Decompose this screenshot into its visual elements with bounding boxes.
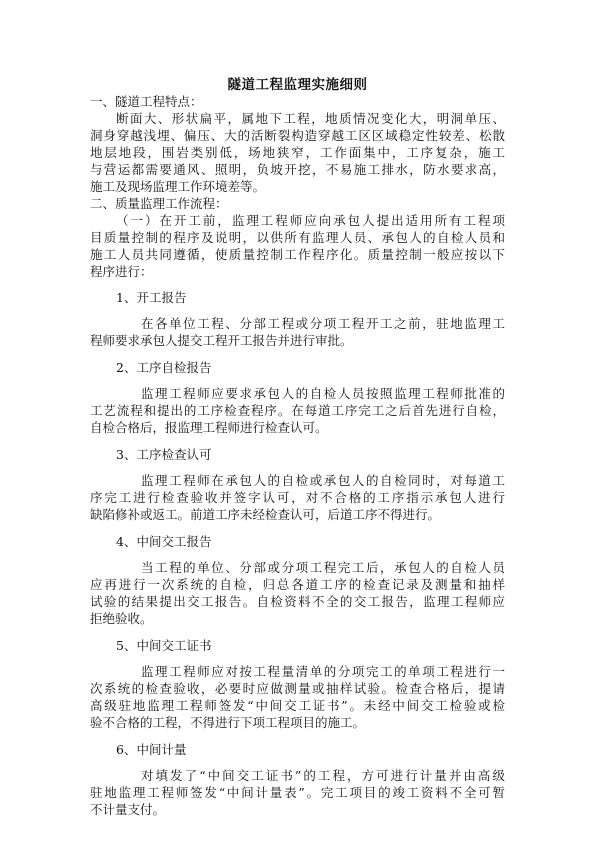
- paragraph-line: 目质量控制的程序及说明，以供所有监理人员、承包人的自检人员和: [90, 230, 505, 245]
- paragraph-line: 次系统的检查验收，必要时应做测量或抽样试验。检查合格后，提请: [90, 681, 505, 696]
- paragraph-line: 洞身穿越浅埋、偏压、大的活断裂构造穿越工区区域稳定性较差、松散: [90, 128, 505, 143]
- paragraph-line: 验不合格的工程，不得进行下项工程项目的施工。: [90, 715, 366, 730]
- item-heading-process-check: 3、工序检查认可: [116, 447, 212, 462]
- item-heading-interim-measurement: 6、中间计量: [116, 742, 187, 757]
- paragraph-line: 试验的结果提出交工报告。自检资料不全的交工报告，监理工程师应: [90, 594, 505, 609]
- paragraph-line: 自检合格后，报监理工程师进行检查认可。: [90, 420, 328, 435]
- paragraph-line: 当工程的单位、分部或分项工程完工后，承包人的自检人员: [141, 560, 505, 575]
- paragraph-line: 不计量支付。: [90, 802, 166, 817]
- paragraph-line: 在各单位工程、分部工程或分项工程开工之前，驻地监理工: [141, 316, 505, 331]
- item-heading-start-report: 1、开工报告: [116, 290, 187, 305]
- paragraph-line: 工艺流程和提出的工序检查程序。在每道工序完工之后首先进行自检，: [90, 403, 505, 418]
- item-heading-self-check: 2、工序自检报告: [116, 360, 212, 375]
- paragraph-line: 程序进行：: [90, 264, 153, 279]
- paragraph-line: 监理工程师在承包人的自检或承包人的自检同时，对每道工: [141, 473, 505, 488]
- paragraph-line: （一）在开工前，监理工程师应向承包人提出适用所有工程项: [116, 213, 505, 228]
- item-heading-interim-report: 4、中间交工报告: [116, 534, 212, 549]
- paragraph-line: 与营运都需要通风、照明，负坡开挖，不易施工排水，防水要求高，: [90, 162, 505, 177]
- section-heading-features: 一、隧道工程特点：: [90, 94, 203, 109]
- paragraph-line: 监理工程师应对按工程量清单的分项完工的单项工程进行一: [141, 664, 505, 679]
- paragraph-line: 断面大、形状扁平，属地下工程，地质情况变化大，明洞单压、: [116, 111, 505, 126]
- paragraph-line: 缺陷修补或返工。前道工序未经检查认可，后道工序不得进行。: [90, 507, 441, 522]
- paragraph-line: 监理工程师应要求承包人的自检人员按照监理工程师批准的: [141, 386, 505, 401]
- item-heading-interim-certificate: 5、中间交工证书: [116, 638, 212, 653]
- paragraph-line: 程师要求承包人提交工程开工报告并进行审批。: [90, 333, 353, 348]
- paragraph-line: 应再进行一次系统的自检，归总各道工序的检查记录及测量和抽样: [90, 577, 505, 592]
- paragraph-line: 高级驻地监理工程师签发“中间交工证书”。未经中间交工检验或检: [90, 698, 505, 713]
- paragraph-line: 序完工进行检查验收并签字认可，对不合格的工序指示承包人进行: [90, 490, 505, 505]
- paragraph-line: 施工人员共同遵循，使质量控制工作程序化。质量控制一般应按以下: [90, 247, 505, 262]
- document-title: 隧道工程监理实施细则: [227, 77, 368, 93]
- paragraph-line: 对填发了“中间交工证书”的工程，方可进行计量并由高级: [141, 768, 505, 783]
- paragraph-line: 驻地监理工程师签发“中间计量表”。完工项目的竣工资料不全可暂: [90, 785, 505, 800]
- section-heading-workflow: 二、质量监理工作流程：: [90, 196, 228, 211]
- paragraph-line: 地层地段，围岩类别低，场地狭窄，工作面集中，工序复杂，施工: [90, 145, 505, 160]
- paragraph-line: 施工及现场监理工作环境差等。: [90, 179, 266, 194]
- paragraph-line: 拒绝验收。: [90, 611, 153, 626]
